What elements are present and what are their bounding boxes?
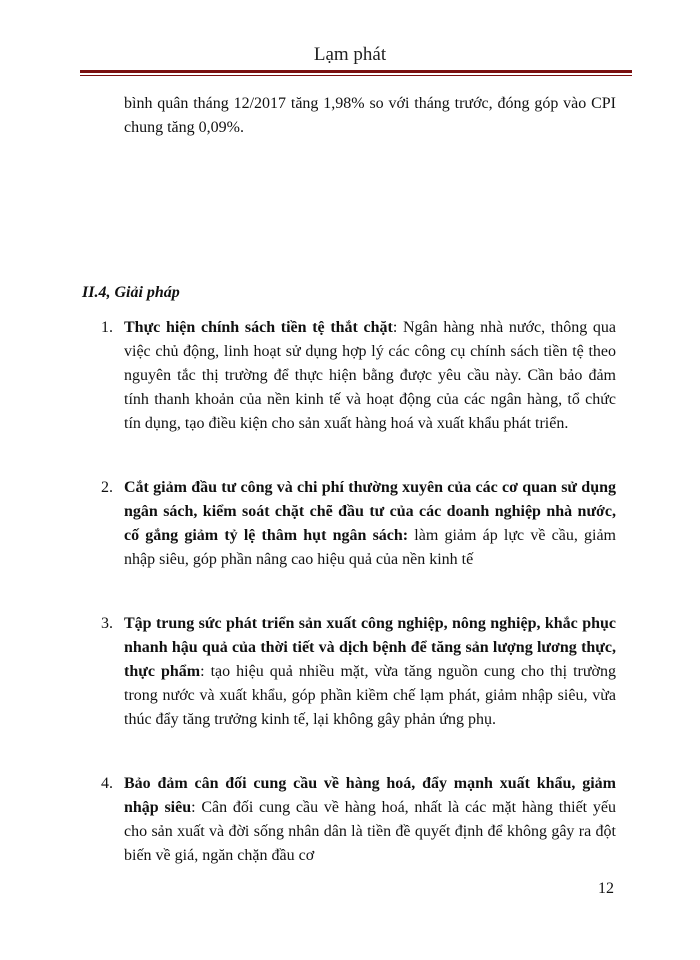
header-rule-thin	[80, 75, 632, 76]
list-item-text: : Ngân hàng nhà nước, thông qua việc chủ động, linh hoạt sử dụng hợp lý các công cụ chính sách tiền tệ theo nguyên tắc thị trường để thực hiện bằng được yêu cầu này. Cần bảo đảm tính thanh khoản của nền kinh tế và hoạt động của các ngân hàng, tổ chức tín dụng, tạo điều kiện cho sản xuất hàng hoá và xuất khẩu phát triển.	[124, 319, 616, 432]
list-item-number: 4.	[101, 775, 113, 792]
list-item-3	[101, 612, 616, 732]
header-title: Lạm phát	[313, 44, 387, 65]
list-item-body	[124, 612, 616, 732]
list-item-body	[124, 772, 616, 868]
page-number: 12	[598, 880, 614, 897]
list-item-text: : tạo hiệu quả nhiều mặt, vừa tăng nguồn cung cho thị trường trong nước và xuất khẩu, góp phần kiềm chế lạm phát, giảm nhập siêu, vừa thúc đẩy tăng trưởng kinh tế, lại không gây phản ứng phụ.	[124, 663, 616, 728]
list-item-bold: Thực hiện chính sách tiền tệ thắt chặt	[124, 319, 393, 336]
intro-paragraph: bình quân tháng 12/2017 tăng 1,98% so với tháng trước, đóng góp vào CPI chung tăng 0,09%.	[124, 95, 616, 136]
list-item-body	[124, 316, 616, 436]
list-item-4	[101, 772, 616, 868]
list-item-1	[101, 316, 616, 436]
list-item-text: : Cân đối cung cầu về hàng hoá, nhất là các mặt hàng thiết yếu cho sản xuất và đời sống nhân dân là tiền đề quyết định để không gây ra đột biến về giá, ngăn chặn đầu cơ	[124, 799, 616, 864]
header-rule-thick	[80, 70, 632, 73]
list-item-2	[101, 476, 616, 572]
list-item-number: 2.	[101, 479, 113, 496]
section-heading: II.4, Giải pháp	[82, 284, 180, 301]
list-item-number: 1.	[101, 319, 113, 336]
list-item-number: 3.	[101, 615, 113, 632]
list-item-text: làm giảm áp lực về cầu, giảm nhập siêu, góp phần nâng cao hiệu quả của nền kinh tế	[124, 527, 616, 568]
list-item-bold: Bảo đảm cân đối cung cầu về hàng hoá, đẩy mạnh xuất khẩu, giảm nhập siêu	[124, 775, 616, 816]
list-item-body	[124, 476, 616, 572]
list-item-bold: Tập trung sức phát triển sản xuất công nghiệp, nông nghiệp, khắc phục nhanh hậu quả của thời tiết và dịch bệnh để tăng sản lượng lương thực, thực phẩm	[124, 615, 616, 680]
list-item-bold: Cắt giảm đầu tư công và chi phí thường xuyên của các cơ quan sử dụng ngân sách, kiểm soát chặt chẽ đầu tư của các doanh nghiệp nhà nước, cố gắng giảm tỷ lệ thâm hụt ngân sách:	[124, 479, 616, 544]
